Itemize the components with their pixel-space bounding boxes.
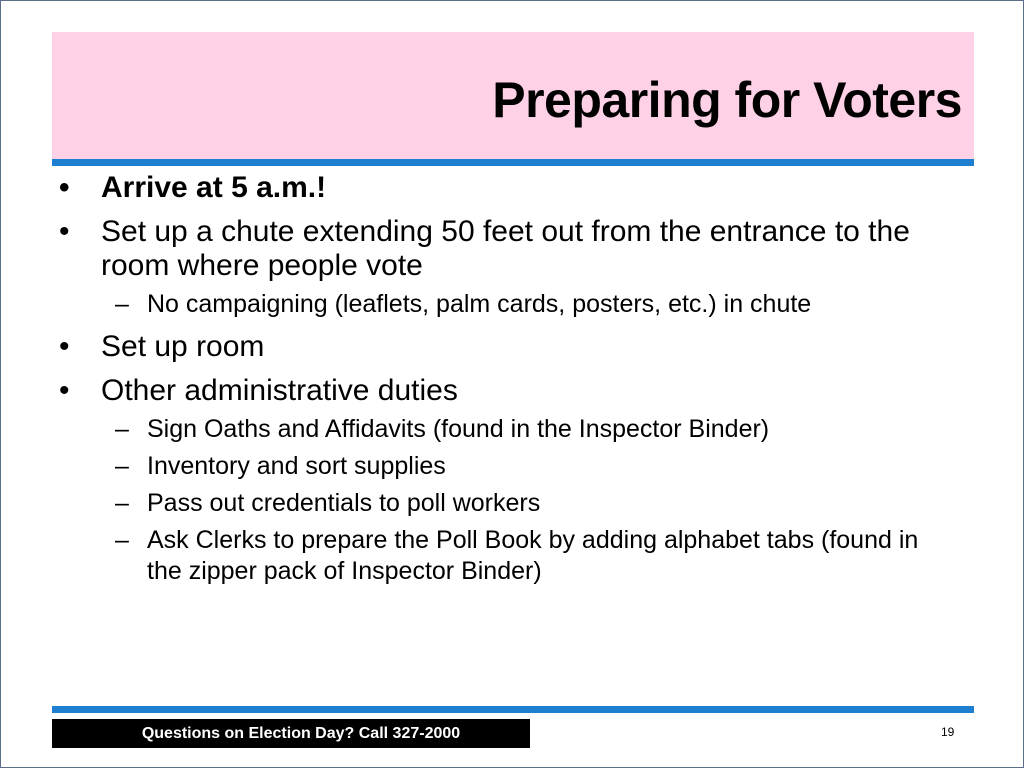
bullet-item bbox=[57, 330, 957, 364]
sub-bullet-text: Ask Clerks to prepare the Poll Book by adding alphabet tabs (found in the zipper pack of Inspector Binder) bbox=[147, 526, 919, 585]
footer-band bbox=[52, 719, 530, 748]
sub-bullet-item bbox=[57, 488, 957, 519]
bullet-dot-icon: • bbox=[59, 171, 70, 204]
bullet-dot-icon: • bbox=[59, 330, 70, 363]
bullet-dash-icon: – bbox=[115, 526, 129, 554]
page-number: 19 bbox=[941, 725, 955, 739]
footer-text: Questions on Election Day? Call 327-2000 bbox=[141, 725, 461, 742]
sub-bullet-item bbox=[57, 414, 957, 445]
bullet-dash-icon: – bbox=[115, 415, 129, 443]
sub-bullet-item bbox=[57, 289, 957, 320]
bullet-item bbox=[57, 374, 957, 408]
sub-bullet-item bbox=[57, 525, 957, 587]
sub-bullet-text: No campaigning (leaflets, palm cards, posters, etc.) in chute bbox=[147, 290, 812, 318]
title-band bbox=[52, 32, 974, 159]
sub-bullet-text: Inventory and sort supplies bbox=[147, 452, 446, 480]
bullet-dash-icon: – bbox=[115, 290, 129, 318]
bullet-item bbox=[57, 215, 957, 283]
bullet-text: Other administrative duties bbox=[101, 374, 458, 407]
sub-bullet-text: Pass out credentials to poll workers bbox=[147, 489, 541, 517]
bullet-dot-icon: • bbox=[59, 374, 70, 407]
sub-bullet-item bbox=[57, 451, 957, 482]
bullet-text: Set up a chute extending 50 feet out from the entrance to the room where people vote bbox=[101, 215, 910, 282]
bullet-list bbox=[57, 171, 957, 587]
bullet-text: Set up room bbox=[101, 330, 265, 363]
bullet-dash-icon: – bbox=[115, 489, 129, 517]
sub-bullet-text: Sign Oaths and Affidavits (found in the Inspector Binder) bbox=[147, 415, 770, 443]
bullet-dash-icon: – bbox=[115, 452, 129, 480]
bullet-item bbox=[57, 171, 957, 205]
bullet-text: Arrive at 5 a.m.! bbox=[101, 171, 327, 204]
footer-divider bbox=[52, 706, 974, 713]
slide-title: Preparing for Voters bbox=[492, 72, 962, 128]
title-divider bbox=[52, 159, 974, 166]
bullet-dot-icon: • bbox=[59, 215, 70, 248]
